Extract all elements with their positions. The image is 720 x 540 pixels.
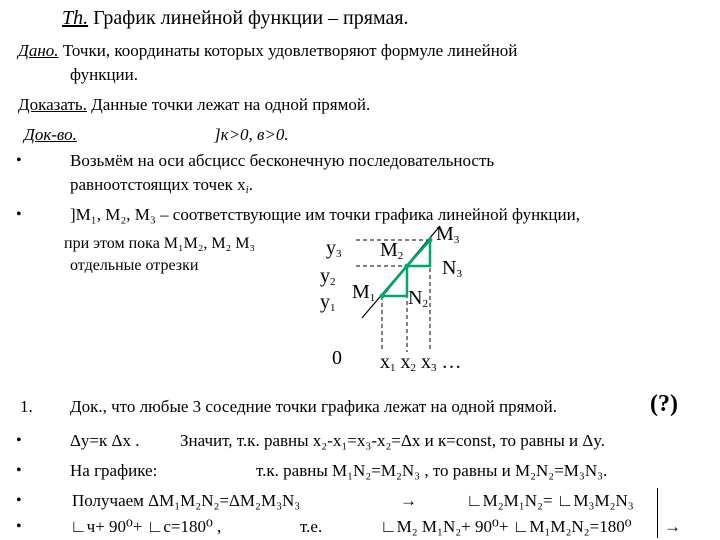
theorem-text: График линейной функции – прямая. bbox=[88, 7, 409, 29]
line-d-mid: т.е. bbox=[300, 517, 323, 536]
bullet-marker: • bbox=[16, 492, 22, 509]
label-n3: $N_3$ bbox=[442, 257, 462, 280]
line-a-right: Значит, т.к. равны x₂-x₁=x₃-x₂=Δx и к=const, то равны и Δy. bbox=[180, 431, 605, 450]
label-y1: $y_1$ bbox=[320, 291, 336, 314]
line-d-right: ∟M₂ M₁N₂+ 90⁰+ ∟M₁M₂N₂=180⁰ bbox=[380, 517, 632, 536]
point-m1 bbox=[380, 294, 385, 299]
label-n2: $N_2$ bbox=[408, 287, 428, 310]
bullet-marker: • bbox=[16, 462, 22, 479]
item1-number: 1. bbox=[20, 397, 33, 416]
label-m3: $M_3$ bbox=[436, 223, 460, 246]
bullet-marker: • bbox=[16, 432, 22, 449]
prove-label: Доказать. bbox=[18, 95, 87, 114]
line-c-arrow: → bbox=[400, 491, 417, 510]
theorem-label: Th. bbox=[62, 7, 89, 29]
bullet1-sub: i bbox=[245, 184, 249, 196]
line-d-arrow: → bbox=[664, 517, 681, 536]
bullet2-line-2: при этом пока M₁M₂, M₂ M₃ bbox=[64, 235, 256, 252]
line-a-left: Δy=к Δx . bbox=[70, 431, 140, 450]
given-text-1: Точки, координаты которых удовлетворяют формуле линейной bbox=[58, 41, 518, 60]
bullet-marker: • bbox=[16, 152, 22, 169]
given-line-2: функции. bbox=[70, 65, 138, 84]
label-y3: $y_3$ bbox=[326, 237, 342, 260]
bullet-marker: • bbox=[16, 206, 22, 223]
label-m1: $M_1$ bbox=[352, 281, 376, 304]
label-x-values: $x_1$ $x_2$ $x_3$ … bbox=[380, 351, 462, 374]
line-c-left: Получаем ΔM₁M₂N₂=ΔM₂M₃N₃ bbox=[72, 491, 301, 510]
point-m2 bbox=[405, 264, 410, 269]
bullet1-end: . bbox=[248, 175, 253, 194]
bullet2-line-1: ]M₁, M₂, M₃ – соответствующие им точки графика линейной функции, bbox=[70, 205, 580, 224]
vertical-bar bbox=[657, 488, 658, 538]
line-b-left: На графике: bbox=[70, 461, 158, 480]
label-m2: $M_2$ bbox=[380, 239, 404, 262]
line-b-right: т.к. равны M₁N₂=M₂N₃ , то равны и M₂N₂=M₃N₃. bbox=[256, 461, 608, 480]
point-m3 bbox=[428, 238, 433, 243]
bullet-marker: • bbox=[16, 518, 22, 535]
prove-text: Данные точки лежат на одной прямой. bbox=[86, 95, 371, 114]
bullet2-line-3: отдельные отрезки bbox=[70, 257, 199, 274]
triangle-m1m2n2 bbox=[382, 266, 407, 296]
label-origin: 0 bbox=[332, 347, 342, 369]
line-c-right: ∟M₂M₁N₂= ∟M₃M₂N₃ bbox=[466, 491, 634, 510]
question-mark: (?) bbox=[650, 391, 678, 417]
proof-label: Док-во. bbox=[24, 125, 77, 144]
bullet1-line-1: Возьмём на оси абсцисс бесконечную последовательность bbox=[70, 151, 495, 170]
bullet1-text: равноотстоящих точек x bbox=[70, 175, 246, 194]
item1-text: Док., что любые 3 соседние точки графика лежат на одной прямой. bbox=[70, 397, 558, 416]
label-y2: $y_2$ bbox=[320, 265, 336, 288]
triangle-m2m3n3 bbox=[407, 240, 430, 266]
given-label: Дано. bbox=[18, 41, 59, 60]
proof-assumption: ]к>0, в>0. bbox=[214, 125, 289, 144]
line-d-left: ∟ч+ 90⁰+ ∟с=180⁰ , bbox=[70, 517, 222, 536]
